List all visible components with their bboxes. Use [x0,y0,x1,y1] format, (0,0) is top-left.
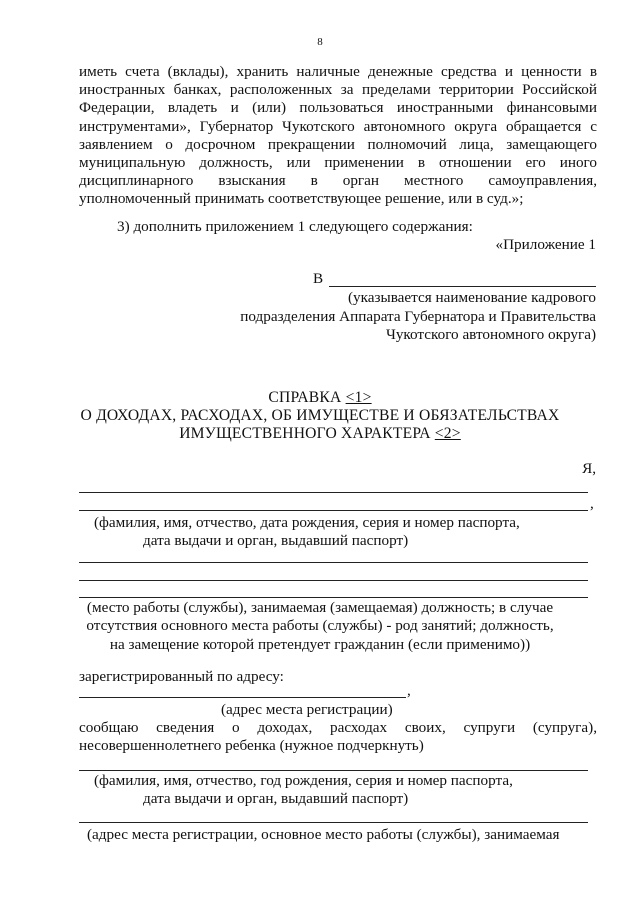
note-fio [94,514,520,551]
fill-line[interactable] [79,492,588,493]
appendix-label: «Приложение 1 [495,236,596,253]
doc-title [0,389,640,407]
text-line: дисциплинарного взыскания в орган местного самоуправления, [79,172,597,190]
fill-line[interactable] [79,822,588,823]
note-line: отсутствия основного места работы (службы) - род занятий; должность, [86,617,554,635]
footnote-ref-1[interactable]: <1> [345,389,372,406]
note-fio-2 [94,772,513,809]
title-word: СПРАВКА [268,389,342,406]
text-line: несовершеннолетнего ребенка (нужное подчеркнуть) [79,737,424,755]
note-line: (фамилия, имя, отчество, дата рождения, серия и номер паспорта, [94,514,520,531]
note-reg-address: (адрес места регистрации) [221,701,393,718]
fill-line[interactable] [79,580,588,581]
comma: , [590,495,594,512]
note-line: на замещение которой претендует гражданин (если применимо)) [109,635,531,653]
addressee-line[interactable] [329,286,596,287]
comma: , [407,682,411,699]
footnote-ref-2[interactable]: <2> [434,425,461,442]
intro-paragraph [79,63,597,209]
registered-label: зарегистрированный по адресу: [79,668,284,685]
text-line: заявлением о досрочном прекращении полномочий лица, замещающего [79,135,597,153]
note-line: Чукотского автономного округа) [385,326,596,344]
addressee-note [240,289,596,345]
text-line: муниципальную должность, или применении в отношении его иного [79,154,597,172]
report-paragraph [79,719,597,755]
note-line: дата выдачи и орган, выдавший паспорт) [143,790,409,808]
text-line: уполномоченный принимать соответствующее решение, или в суд.»; [79,190,524,208]
note-line: (фамилия, имя, отчество, год рождения, серия и номер паспорта, [94,772,513,789]
note-line: (место работы (службы), занимаемая (замещаемая) должность; в случае [86,599,554,616]
fill-line[interactable] [79,770,588,771]
note-line: дата выдачи и орган, выдавший паспорт) [143,532,409,550]
ya-label: Я, [582,460,596,477]
note-work [0,599,640,654]
text-line: иметь счета (вклады), хранить наличные денежные средства и ценности в [79,63,597,80]
text-line: инструментами», Губернатор Чукотского автономного округа обращается с [79,117,597,135]
title-line-2: О ДОХОДАХ, РАСХОДАХ, ОБ ИМУЩЕСТВЕ И ОБЯЗАТЕЛЬСТВАХ [80,407,560,424]
text-line: сообщаю сведения о доходах, расходах своих, супруги (супруга), [79,719,597,736]
note-line: подразделения Аппарата Губернатора и Правительства [240,307,596,325]
item-3: 3) дополнить приложением 1 следующего содержания: [117,218,473,235]
note-last: (адрес места регистрации, основное место работы (службы), занимаемая [87,826,560,843]
fill-line[interactable] [79,510,588,511]
text-line: Федерации, владеть и (или) пользоваться иностранными финансовыми [79,99,597,117]
page-number: 8 [317,36,323,48]
fill-line[interactable] [79,562,588,563]
fill-line[interactable] [79,597,588,598]
note-line: (указывается наименование кадрового [347,289,596,306]
addressee-prefix: В [313,270,324,287]
address-line[interactable] [79,697,406,698]
title-line-3: ИМУЩЕСТВЕННОГО ХАРАКТЕРА <2> [179,425,461,442]
text-line: иностранных банках, расположенных за пределами территории Российской [79,81,597,99]
